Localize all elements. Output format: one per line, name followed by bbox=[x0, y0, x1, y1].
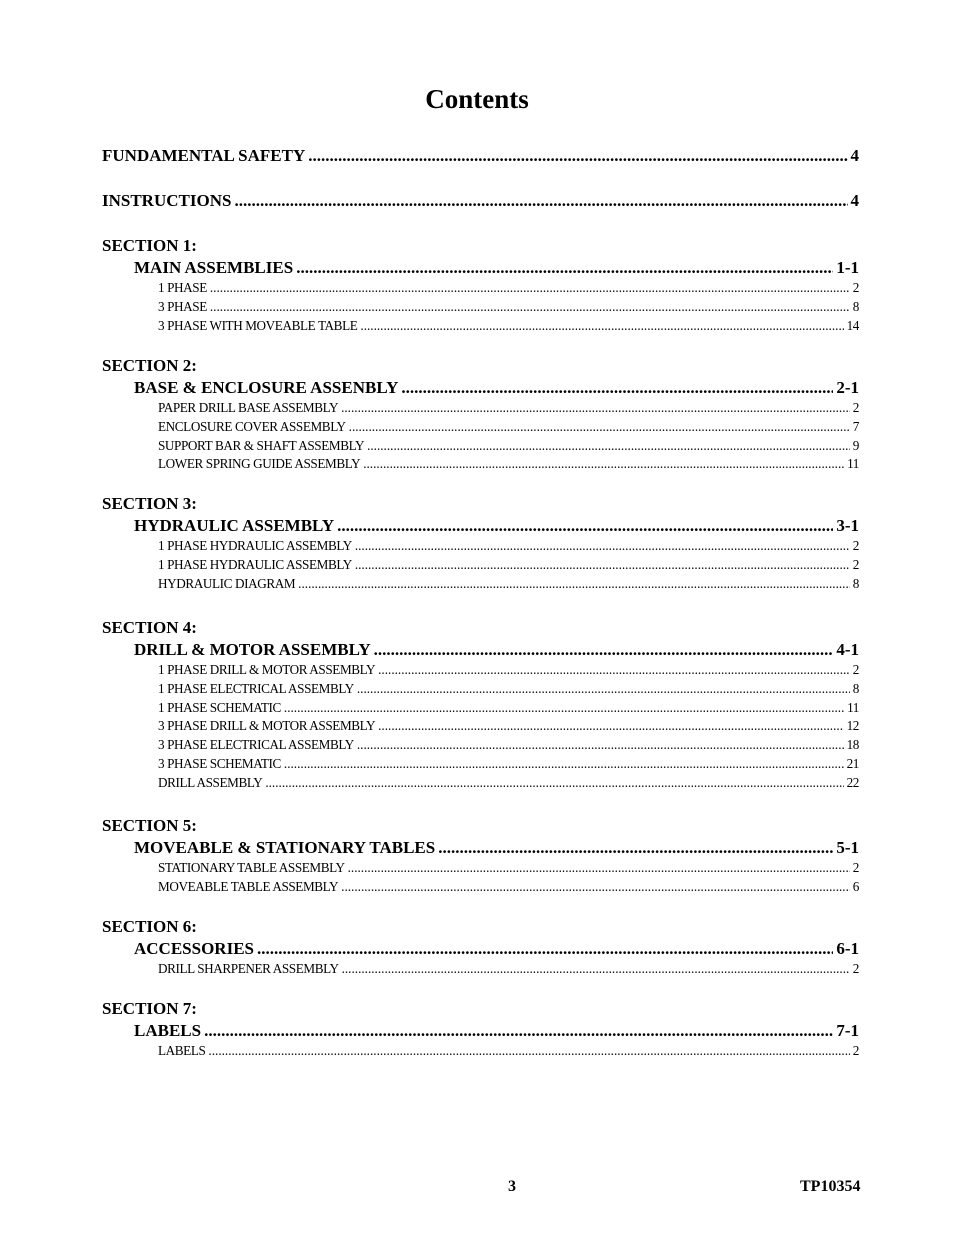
section-title-label: ACCESSORIES bbox=[134, 939, 254, 958]
dot-leader bbox=[341, 399, 850, 418]
subentry-label: 3 PHASE DRILL & MOTOR ASSEMBLY bbox=[158, 718, 376, 734]
toc-section-2 bbox=[102, 355, 859, 474]
dot-leader bbox=[210, 298, 850, 317]
subentry-label: 3 PHASE WITH MOVEABLE TABLE bbox=[158, 317, 358, 333]
dot-leader bbox=[349, 418, 850, 437]
subentry-page: 14 bbox=[846, 317, 859, 333]
toc-entry-label: FUNDAMENTAL SAFETY bbox=[102, 146, 306, 165]
subentry-page: 2 bbox=[852, 400, 859, 415]
section-title-page: 4-1 bbox=[836, 640, 859, 659]
toc-entry-page: 4 bbox=[850, 146, 859, 165]
toc-section-title[interactable] bbox=[134, 257, 859, 279]
dot-leader bbox=[208, 1042, 849, 1061]
toc-subentry[interactable] bbox=[158, 661, 859, 680]
toc-subentry[interactable] bbox=[158, 878, 859, 897]
subentry-page: 2 bbox=[852, 1043, 859, 1058]
toc-section-title[interactable] bbox=[134, 938, 859, 960]
dot-leader bbox=[355, 537, 850, 556]
dot-leader bbox=[374, 639, 834, 661]
subentry-page: 2 bbox=[852, 556, 859, 572]
subentry-page: 2 bbox=[852, 538, 859, 553]
toc-section-5 bbox=[102, 815, 859, 897]
dot-leader bbox=[363, 455, 844, 474]
toc-section-6 bbox=[102, 916, 859, 979]
subentry-label: MOVEABLE TABLE ASSEMBLY bbox=[158, 878, 339, 894]
footer-page-number: 3 bbox=[508, 1178, 516, 1195]
dot-leader bbox=[284, 755, 844, 774]
dot-leader bbox=[210, 279, 850, 298]
subentry-page: 6 bbox=[852, 878, 859, 894]
toc-subentry[interactable] bbox=[158, 736, 859, 755]
subentry-label: 1 PHASE SCHEMATIC bbox=[158, 699, 281, 715]
subentry-page: 9 bbox=[852, 437, 859, 453]
toc-subentry[interactable] bbox=[158, 774, 859, 793]
dot-leader bbox=[348, 859, 850, 878]
dot-leader bbox=[298, 575, 850, 594]
toc-subentry[interactable] bbox=[158, 556, 859, 575]
dot-leader bbox=[337, 515, 833, 537]
toc-subentry[interactable] bbox=[158, 575, 859, 594]
section-heading: SECTION 7: bbox=[102, 999, 197, 1018]
dot-leader bbox=[296, 257, 833, 279]
subentry-label: HYDRAULIC DIAGRAM bbox=[158, 575, 296, 591]
dot-leader bbox=[360, 317, 843, 336]
subentry-label: 3 PHASE ELECTRICAL ASSEMBLY bbox=[158, 737, 354, 753]
toc-section-7 bbox=[102, 998, 859, 1061]
dot-leader bbox=[204, 1020, 833, 1042]
section-title-label: MOVEABLE & STATIONARY TABLES bbox=[134, 838, 436, 857]
section-title-page: 2-1 bbox=[836, 378, 859, 397]
footer-document-id: TP10354 bbox=[800, 1178, 861, 1195]
dot-leader bbox=[257, 938, 833, 960]
subentry-label: DRILL ASSEMBLY bbox=[158, 774, 263, 790]
toc-subentry[interactable] bbox=[158, 859, 859, 878]
section-heading: SECTION 5: bbox=[102, 816, 197, 835]
toc-subentry[interactable] bbox=[158, 699, 859, 718]
dot-leader bbox=[367, 437, 850, 456]
dot-leader bbox=[308, 145, 847, 167]
subentry-page: 2 bbox=[852, 860, 859, 875]
subentry-label: PAPER DRILL BASE ASSEMBLY bbox=[158, 400, 339, 415]
subentry-label: 1 PHASE bbox=[158, 280, 207, 295]
section-title-page: 5-1 bbox=[836, 838, 859, 857]
toc-section-4 bbox=[102, 617, 859, 793]
toc-section-title[interactable] bbox=[134, 837, 859, 859]
subentry-label: 3 PHASE SCHEMATIC bbox=[158, 755, 281, 771]
toc-subentry[interactable] bbox=[158, 399, 859, 418]
dot-leader bbox=[265, 774, 843, 793]
subentry-label: LOWER SPRING GUIDE ASSEMBLY bbox=[158, 456, 361, 472]
dot-leader bbox=[378, 661, 850, 680]
subentry-page: 2 bbox=[852, 280, 859, 295]
section-heading: SECTION 6: bbox=[102, 917, 197, 936]
toc-subentry[interactable] bbox=[158, 317, 859, 336]
toc-entry-label: INSTRUCTIONS bbox=[102, 191, 232, 210]
toc-subentry[interactable] bbox=[158, 437, 859, 456]
subentry-page: 8 bbox=[852, 298, 859, 314]
toc-entry-page: 4 bbox=[850, 191, 859, 210]
subentry-label: 1 PHASE HYDRAULIC ASSEMBLY bbox=[158, 538, 352, 553]
subentry-page: 7 bbox=[852, 418, 859, 434]
subentry-label: STATIONARY TABLE ASSEMBLY bbox=[158, 860, 345, 875]
subentry-page: 18 bbox=[846, 737, 859, 753]
toc-subentry[interactable] bbox=[158, 537, 859, 556]
dot-leader bbox=[284, 699, 844, 718]
toc-section-title[interactable] bbox=[134, 377, 859, 399]
toc-subentry[interactable] bbox=[158, 680, 859, 699]
toc-subentry[interactable] bbox=[158, 755, 859, 774]
toc-section-title[interactable] bbox=[134, 639, 859, 661]
subentry-label: DRILL SHARPENER ASSEMBLY bbox=[158, 961, 339, 976]
section-title-page: 6-1 bbox=[836, 939, 859, 958]
subentry-label: LABELS bbox=[158, 1043, 206, 1058]
dot-leader bbox=[341, 878, 850, 897]
subentry-page: 2 bbox=[852, 961, 859, 976]
toc-subentry[interactable] bbox=[158, 455, 859, 474]
dot-leader bbox=[342, 960, 850, 979]
section-title-label: LABELS bbox=[134, 1021, 202, 1040]
subentry-page: 21 bbox=[846, 755, 859, 771]
subentry-page: 22 bbox=[846, 774, 859, 790]
subentry-label: 1 PHASE DRILL & MOTOR ASSEMBLY bbox=[158, 662, 376, 677]
toc-section-title[interactable] bbox=[134, 1020, 859, 1042]
section-title-label: MAIN ASSEMBLIES bbox=[134, 258, 294, 277]
dot-leader bbox=[357, 680, 850, 699]
subentry-page: 8 bbox=[852, 575, 859, 591]
section-title-page: 7-1 bbox=[836, 1021, 859, 1040]
section-title-label: BASE & ENCLOSURE ASSENBLY bbox=[134, 378, 399, 397]
subentry-page: 11 bbox=[847, 456, 859, 472]
subentry-label: SUPPORT BAR & SHAFT ASSEMBLY bbox=[158, 437, 365, 453]
subentry-page: 8 bbox=[852, 680, 859, 696]
toc-subentry[interactable] bbox=[158, 1042, 859, 1061]
toc-entry-instructions[interactable] bbox=[102, 190, 859, 212]
subentry-label: 1 PHASE HYDRAULIC ASSEMBLY bbox=[158, 556, 352, 572]
dot-leader bbox=[357, 736, 844, 755]
section-title-label: DRILL & MOTOR ASSEMBLY bbox=[134, 640, 371, 659]
subentry-label: 3 PHASE bbox=[158, 298, 207, 314]
dot-leader bbox=[378, 717, 843, 736]
section-title-label: HYDRAULIC ASSEMBLY bbox=[134, 516, 335, 535]
section-title-page: 3-1 bbox=[836, 516, 859, 535]
dot-leader bbox=[355, 556, 850, 575]
page-title: Contents bbox=[425, 84, 529, 114]
section-heading: SECTION 1: bbox=[102, 236, 197, 255]
toc-subentry[interactable] bbox=[158, 960, 859, 979]
toc-subentry[interactable] bbox=[158, 279, 859, 298]
subentry-label: 1 PHASE ELECTRICAL ASSEMBLY bbox=[158, 680, 354, 696]
toc-section-3 bbox=[102, 493, 859, 593]
dot-leader bbox=[401, 377, 833, 399]
section-title-page: 1-1 bbox=[836, 258, 859, 277]
toc-section-title[interactable] bbox=[134, 515, 859, 537]
toc-subentry[interactable] bbox=[158, 418, 859, 437]
dot-leader bbox=[438, 837, 833, 859]
subentry-label: ENCLOSURE COVER ASSEMBLY bbox=[158, 418, 346, 434]
subentry-page: 2 bbox=[852, 662, 859, 677]
subentry-page: 12 bbox=[846, 718, 859, 734]
subentry-page: 11 bbox=[847, 699, 859, 715]
dot-leader bbox=[234, 190, 847, 212]
toc-section-1 bbox=[102, 235, 859, 335]
section-heading: SECTION 4: bbox=[102, 618, 197, 637]
toc-subentry[interactable] bbox=[158, 717, 859, 736]
section-heading: SECTION 2: bbox=[102, 356, 197, 375]
section-heading: SECTION 3: bbox=[102, 494, 197, 513]
toc-subentry[interactable] bbox=[158, 298, 859, 317]
toc-entry-fundamental-safety[interactable] bbox=[102, 145, 859, 167]
